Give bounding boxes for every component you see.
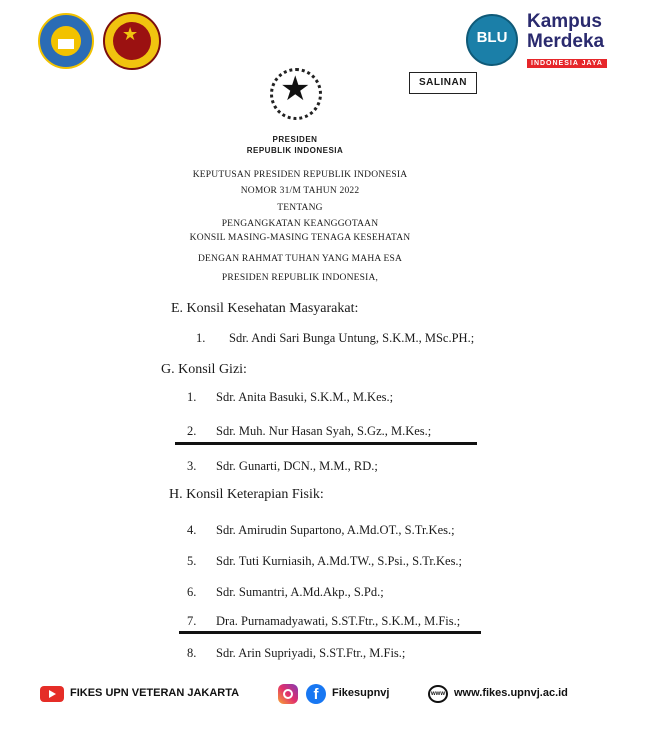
title-line-4: PENGANGKATAN KEANGGOTAAN: [221, 219, 379, 229]
list-item-number: 7.: [187, 614, 197, 628]
kemdikbud-logo: [38, 13, 94, 69]
list-item-number: 3.: [187, 459, 197, 473]
upn-logo: ★: [103, 12, 161, 70]
garuda-emblem-icon: ★: [266, 64, 326, 128]
title-line-3: TENTANG: [277, 203, 323, 213]
list-item-highlighted: Dra. Purnamadyawati, S.ST.Ftr., S.K.M., M.Fis.;: [216, 614, 461, 628]
facebook-icon[interactable]: f: [306, 684, 326, 704]
list-item: Sdr. Andi Sari Bunga Untung, S.K.M., MSc.PH.;: [229, 331, 475, 345]
list-item-number: 8.: [187, 646, 197, 660]
list-item-highlighted: Sdr. Muh. Nur Hasan Syah, S.Gz., M.Kes.;: [216, 424, 432, 438]
globe-icon[interactable]: [428, 685, 448, 703]
section-heading-g: G. Konsil Gizi:: [161, 362, 247, 377]
instagram-icon[interactable]: [278, 684, 298, 704]
section-heading-h: H. Konsil Keterapian Fisik:: [169, 487, 324, 502]
title-line-1: KEPUTUSAN PRESIDEN REPUBLIK INDONESIA: [192, 170, 408, 180]
tagline: INDONESIA JAYA: [527, 59, 607, 68]
salinan-stamp: SALINAN: [409, 72, 477, 94]
title-line-2: NOMOR 31/M TAHUN 2022: [240, 186, 360, 196]
presiden-label: PRESIDEN: [272, 135, 318, 144]
kampus-merdeka-logo: [527, 12, 637, 70]
youtube-icon[interactable]: [40, 686, 64, 702]
list-item: Sdr. Sumantri, A.Md.Akp., S.Pd.;: [216, 585, 384, 599]
list-item: Sdr. Amirudin Supartono, A.Md.OT., S.Tr.Kes.;: [216, 523, 455, 537]
list-item-number: 1.: [196, 331, 206, 345]
highlight-underline: [179, 631, 481, 634]
title-line-7: PRESIDEN REPUBLIK INDONESIA,: [221, 273, 379, 283]
title-line-6: DENGAN RAHMAT TUHAN YANG MAHA ESA: [197, 254, 403, 264]
list-item-number: 4.: [187, 523, 197, 537]
list-item-number: 1.: [187, 390, 197, 404]
section-heading-e: E. Konsil Kesehatan Masyarakat:: [171, 301, 359, 316]
www-icon-text: www: [430, 691, 445, 697]
blu-logo-text: BLU: [476, 29, 508, 46]
list-item: Sdr. Tuti Kurniasih, A.Md.TW., S.Psi., S.Tr.Kes.;: [216, 554, 463, 568]
list-item-number: 5.: [187, 554, 197, 568]
list-item: Sdr. Arin Supriyadi, S.ST.Ftr., M.Fis.;: [216, 646, 406, 660]
footer: [0, 678, 646, 712]
title-line-5: KONSIL MASING-MASING TENAGA KESEHATAN: [189, 233, 411, 243]
blu-logo: [466, 14, 518, 66]
website-link[interactable]: www.fikes.upnvj.ac.id: [454, 687, 568, 699]
republik-label: REPUBLIK INDONESIA: [246, 146, 344, 155]
list-item: Sdr. Anita Basuki, S.K.M., M.Kes.;: [216, 390, 394, 404]
list-item: Sdr. Gunarti, DCN., M.M., RD.;: [216, 459, 378, 473]
highlight-underline: [175, 442, 477, 445]
kampus-text: Kampus: [527, 11, 602, 32]
social-handle-label[interactable]: Fikesupnvj: [332, 687, 390, 699]
merdeka-text: Merdeka: [527, 31, 605, 52]
list-item-number: 6.: [187, 585, 197, 599]
youtube-channel-label[interactable]: FIKES UPN VETERAN JAKARTA: [70, 687, 240, 699]
list-item-number: 2.: [187, 424, 197, 438]
